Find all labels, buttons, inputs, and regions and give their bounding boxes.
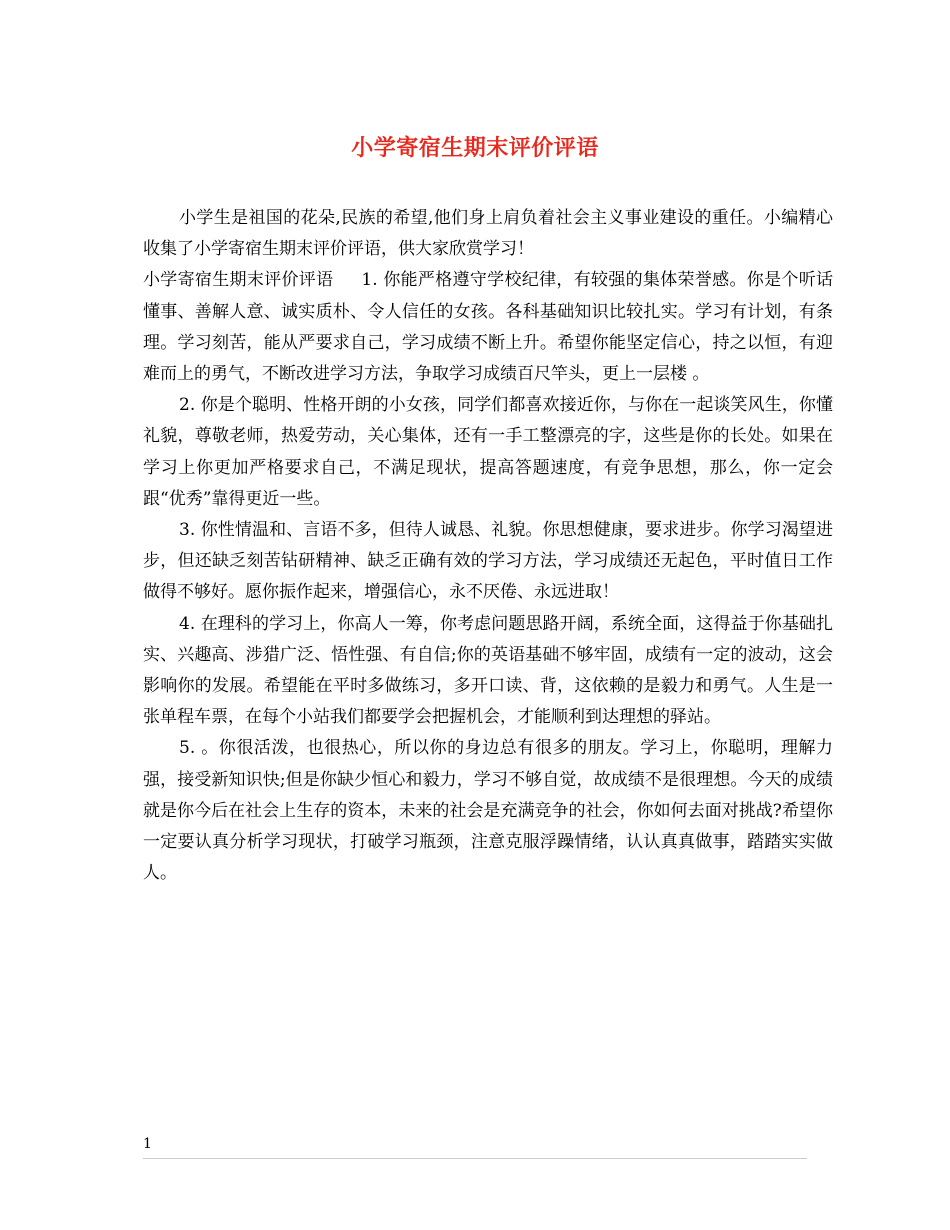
evaluation-item-4: 4. 在理科的学习上，你高人一筹，你考虑问题思路开阔，系统全面，这得益于你基础扎实、兴趣高、涉猎广泛、悟性强、有自信;你的英语基础不够牢固，成绩有一定的波动，这会影响你的发展。希望能在平时多做练习，多开口读、背，这依赖的是毅力和勇气。人生是一张单程车票，在每个小站我们都要学会把握机会，才能顺利到达理想的驿站。: [143, 613, 833, 728]
evaluation-item-3: 3. 你性情温和、言语不多，但待人诚恳、礼貌。你思想健康，要求进步。你学习渴望进步，但还缺乏刻苦钻研精神、缺乏正确有效的学习方法，学习成绩还无起色，平时值日工作做得不够好。愿你振作起来，增强信心，永不厌倦、永远进取！: [143, 520, 833, 603]
section-paragraph-1: [143, 265, 833, 390]
evaluation-item-5: 5. 。你很活泼，也很热心，所以你的身边总有很多的朋友。学习上，你聪明，理解力强，接受新知识快;但是你缺少恒心和毅力，学习不够自觉，故成绩不是很理想。今天的成绩就是你今后在社会上生存的资本，未来的社会是充满竞争的社会，你如何去面对挑战?希望你一定要认真分析学习现状，打破学习瓶颈，注意克服浮躁情绪，认认真真做事，踏踏实实做人。: [143, 738, 833, 884]
evaluation-item-1: 1. 你能严格遵守学校纪律，有较强的集体荣誉感。你是个听话懂事、善解人意、诚实质朴、令人信任的女孩。各科基础知识比较扎实。学习有计划，有条理。学习刻苦，能从严要求自己，学习成绩不断上升。希望你能坚定信心，持之以恒，有迎难而上的勇气，不断改进学习方法，争取学习成绩百尺竿头，更上一层楼 。: [143, 270, 834, 385]
intro-paragraph: 小学生是祖国的花朵,民族的希望,他们身上肩负着社会主义事业建设的重任。小编精心收集了小学寄宿生期末评价评语，供大家欣赏学习！: [143, 208, 833, 260]
section-heading: 小学寄宿生期末评价评语: [143, 270, 334, 291]
document-body: [143, 203, 833, 889]
document-title: 小学寄宿生期末评价评语: [351, 135, 599, 161]
page-number: 1: [143, 1136, 152, 1152]
footer-rule: [143, 1158, 807, 1159]
evaluation-item-2: 2. 你是个聪明、性格开朗的小女孩，同学们都喜欢接近你，与你在一起谈笑风生，你懂礼貌，尊敬老师，热爱劳动，关心集体，还有一手工整漂亮的字，这些是你的长处。如果在学习上你更加严格要求自己，不满足现状，提高答题速度，有竞争思想，那么，你一定会跟“优秀”靠得更近一些。: [143, 395, 833, 509]
